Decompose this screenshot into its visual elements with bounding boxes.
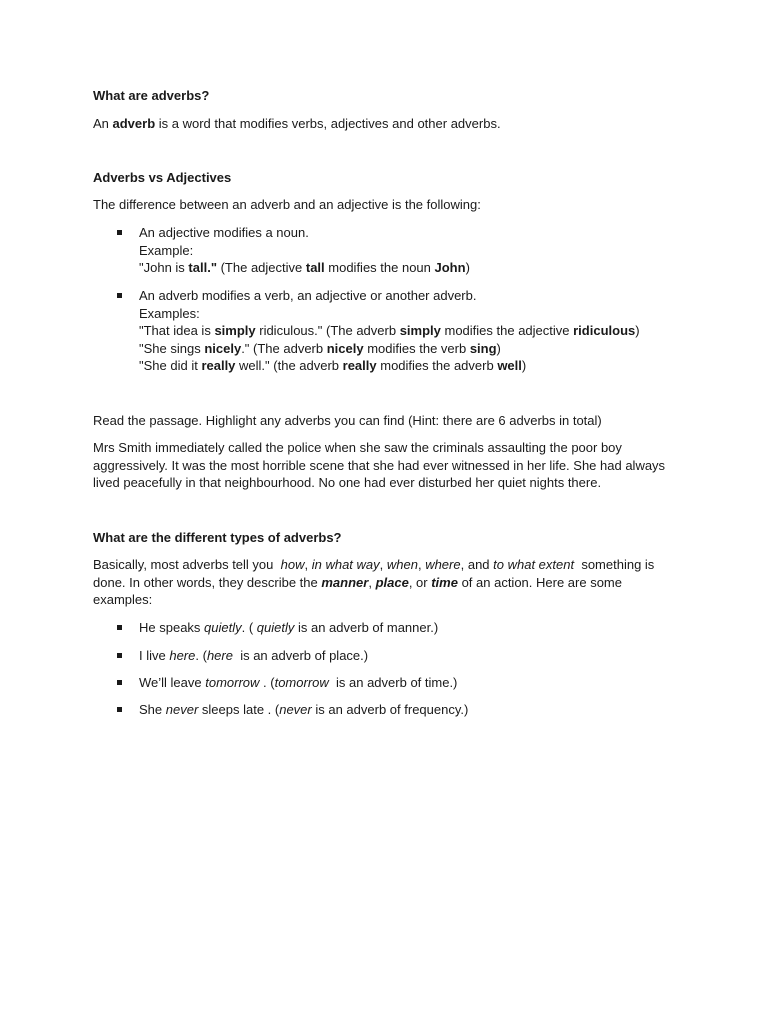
text-run: , xyxy=(304,557,312,572)
bold-term: adverb xyxy=(112,116,156,131)
heading-what-are-adverbs: What are adverbs? xyxy=(93,88,210,103)
bold-term: really xyxy=(342,358,377,373)
text-run: well." (the adverb xyxy=(235,358,343,373)
text-run: ) xyxy=(496,340,501,356)
text-run: , or xyxy=(408,574,432,590)
text-run: modifies the adjective xyxy=(440,323,574,338)
bullet-body xyxy=(139,619,679,637)
text-run: She xyxy=(139,702,166,717)
paragraph-line xyxy=(93,574,673,592)
bold-term: really xyxy=(201,358,236,373)
example-line xyxy=(139,259,679,277)
text-run: "John is xyxy=(139,260,189,275)
bullet-line: Examples: xyxy=(139,305,200,321)
text-run: , xyxy=(368,574,376,590)
italic-term: when xyxy=(386,557,418,572)
text-run: . ( xyxy=(259,675,275,690)
bold-term: tall xyxy=(305,260,325,275)
text-run: Basically, most adverbs tell you xyxy=(93,557,277,572)
bullet-square-icon xyxy=(117,707,122,712)
bullet-square-icon xyxy=(117,293,122,298)
italic-term: to what extent xyxy=(493,557,575,572)
text-run: ) xyxy=(465,260,470,275)
text-run: of an action. Here are some xyxy=(457,574,622,590)
reading-passage xyxy=(93,439,673,492)
italic-term: how xyxy=(280,557,305,572)
bullet-line: Example: xyxy=(139,242,194,258)
text-run: . ( xyxy=(241,620,257,635)
bold-term: simply xyxy=(399,323,441,338)
italic-term: here xyxy=(206,648,233,663)
text-run: modifies the verb xyxy=(363,340,470,356)
bullet-body xyxy=(139,287,679,375)
text-run: "She did it xyxy=(139,358,202,373)
bullet-body xyxy=(139,647,679,665)
text-run: . ( xyxy=(195,648,207,663)
text-run: is a word that modifies verbs, adjectives and other adverbs. xyxy=(155,116,501,131)
bold-italic-term: place xyxy=(375,574,409,590)
adverb-definition xyxy=(93,115,673,133)
text-run: is an adverb of frequency.) xyxy=(311,702,469,717)
italic-term: quietly xyxy=(256,620,295,635)
heading-types-of-adverbs: What are the different types of adverbs? xyxy=(93,530,342,545)
text-run: modifies the adverb xyxy=(376,358,498,373)
text-run: ridiculous." (The adverb xyxy=(255,323,400,338)
paragraph-line xyxy=(93,556,673,574)
passage-line: aggressively. It was the most horrible scene that she had ever witnessed in her life. She had always xyxy=(93,457,666,473)
bold-term: tall." xyxy=(188,260,217,275)
types-paragraph xyxy=(93,556,673,609)
text-run: ) xyxy=(521,358,527,373)
italic-term: here xyxy=(169,648,196,663)
highlight-instruction: Read the passage. Highlight any adverbs you can find (Hint: there are 6 adverbs in total) xyxy=(93,413,602,428)
bold-term: well xyxy=(497,358,522,373)
bullet-body xyxy=(139,674,679,692)
bold-term: ridiculous xyxy=(573,323,636,338)
heading-adverbs-vs-adjectives: Adverbs vs Adjectives xyxy=(93,170,232,185)
bullet-square-icon xyxy=(117,625,122,630)
bold-term: sing xyxy=(469,340,497,356)
difference-intro: The difference between an adverb and an adjective is the following: xyxy=(93,197,481,212)
bullet-line: An adjective modifies a noun. xyxy=(139,225,309,240)
text-run: is an adverb of place.) xyxy=(232,648,369,663)
text-run: , and xyxy=(460,557,494,572)
text-run: "She sings xyxy=(139,340,205,356)
text-run: ) xyxy=(635,323,640,338)
text-run: sleeps late . ( xyxy=(198,702,280,717)
italic-term: never xyxy=(279,702,312,717)
text-run: , xyxy=(379,557,387,572)
example-line xyxy=(139,322,679,340)
bullet-square-icon xyxy=(117,680,122,685)
italic-term: quietly xyxy=(204,620,242,635)
text-run: (The adjective xyxy=(216,260,306,275)
text-run: An xyxy=(93,116,113,131)
italic-term: tomorrow xyxy=(274,675,329,690)
text-run: We’ll leave xyxy=(139,675,206,690)
text-run: , xyxy=(417,557,426,572)
bold-term: nicely xyxy=(204,340,242,356)
text-run: is an adverb of manner.) xyxy=(294,620,439,635)
bullet-square-icon xyxy=(117,653,122,658)
text-run: ." (The adverb xyxy=(241,340,327,356)
italic-term: in what way xyxy=(311,557,380,572)
example-line xyxy=(139,357,679,375)
bullet-body xyxy=(139,701,679,719)
text-run: done. In other words, they describe the xyxy=(93,574,322,590)
bold-italic-term: manner xyxy=(321,574,369,590)
text-run: "That idea is xyxy=(139,323,215,338)
passage-line: lived peacefully in that neighbourhood. No one had ever disturbed her quiet nights there. xyxy=(93,475,602,490)
bold-term: nicely xyxy=(326,340,364,356)
bold-term: simply xyxy=(214,323,256,338)
italic-term: where xyxy=(425,557,461,572)
text-run: is an adverb of time.) xyxy=(328,675,458,690)
bold-term: John xyxy=(434,260,466,275)
passage-line: Mrs Smith immediately called the police when she saw the criminals assaulting the poor boy xyxy=(93,440,622,455)
bullet-line: An adverb modifies a verb, an adjective or another adverb. xyxy=(139,288,477,303)
italic-term: never xyxy=(165,702,199,717)
text-run: I live xyxy=(139,648,170,663)
bullet-body xyxy=(139,224,679,277)
text-run: something is xyxy=(577,557,655,572)
bold-italic-term: time xyxy=(431,574,458,590)
paragraph-line: examples: xyxy=(93,592,153,607)
italic-term: tomorrow xyxy=(205,675,260,690)
text-run: He speaks xyxy=(139,620,205,635)
example-line xyxy=(139,340,679,358)
text-run: modifies the noun xyxy=(324,260,435,275)
bullet-square-icon xyxy=(117,230,122,235)
